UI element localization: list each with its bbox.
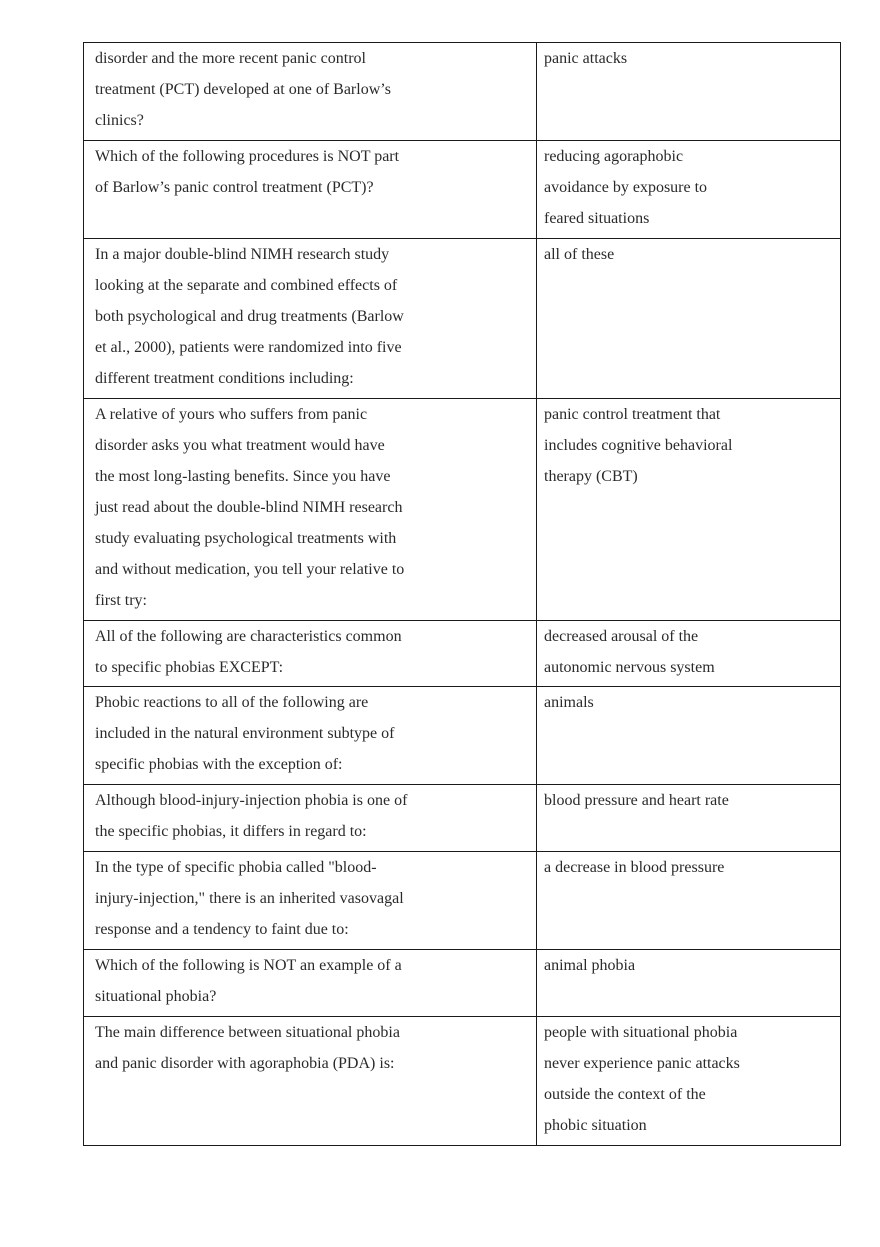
- question-text-line: and without medication, you tell your relative to: [95, 561, 405, 578]
- table-row: [84, 687, 841, 785]
- table-row: [84, 141, 841, 239]
- answer-cell: [537, 785, 841, 852]
- question-text-line: All of the following are characteristics common: [95, 628, 402, 645]
- question-answer-table-body: [84, 43, 841, 1146]
- table-row: [84, 852, 841, 950]
- answer-text-line: reducing agoraphobic: [544, 148, 684, 165]
- answer-cell: [537, 621, 841, 687]
- question-text-line: the specific phobias, it differs in regard to:: [95, 823, 367, 840]
- answer-cell: [537, 239, 841, 399]
- answer-cell: [537, 1017, 841, 1146]
- question-text-line: and panic disorder with agoraphobia (PDA) is:: [95, 1055, 395, 1072]
- question-text-line: of Barlow’s panic control treatment (PCT)?: [95, 179, 374, 196]
- question-text-line: study evaluating psychological treatments with: [95, 530, 397, 547]
- question-text-line: In a major double-blind NIMH research study: [95, 246, 390, 263]
- answer-cell: [537, 852, 841, 950]
- question-text-line: disorder asks you what treatment would have: [95, 437, 385, 454]
- answer-text-line: feared situations: [544, 210, 650, 227]
- answer-text-line: outside the context of the: [544, 1086, 706, 1103]
- question-text-line: Which of the following procedures is NOT part: [95, 148, 400, 165]
- question-text-line: The main difference between situational phobia: [95, 1024, 400, 1041]
- question-text-line: disorder and the more recent panic control: [95, 50, 366, 67]
- question-text-line: injury-injection," there is an inherited vasovagal: [95, 890, 404, 907]
- question-cell: [84, 399, 537, 621]
- question-answer-table: [83, 42, 841, 1146]
- question-cell: [84, 1017, 537, 1146]
- question-cell: [84, 687, 537, 785]
- answer-text-line: never experience panic attacks: [544, 1055, 740, 1072]
- table-row: [84, 785, 841, 852]
- question-text-line: response and a tendency to faint due to:: [95, 921, 349, 938]
- answer-text-line: phobic situation: [544, 1117, 647, 1134]
- question-text-line: In the type of specific phobia called "blood-: [95, 859, 377, 876]
- answer-text-line: therapy (CBT): [544, 468, 638, 485]
- answer-text-line: all of these: [544, 246, 615, 263]
- answer-text-line: autonomic nervous system: [544, 659, 715, 676]
- question-text-line: treatment (PCT) developed at one of Barlow’s: [95, 81, 391, 98]
- table-row: [84, 239, 841, 399]
- answer-cell: [537, 43, 841, 141]
- question-text-line: both psychological and drug treatments (Barlow: [95, 308, 404, 325]
- table-row: [84, 950, 841, 1017]
- answer-text-line: a decrease in blood pressure: [544, 859, 725, 876]
- table-row: [84, 621, 841, 687]
- answer-text-line: decreased arousal of the: [544, 628, 699, 645]
- question-text-line: different treatment conditions including:: [95, 370, 354, 387]
- question-cell: [84, 621, 537, 687]
- question-text-line: the most long-lasting benefits. Since you have: [95, 468, 391, 485]
- question-cell: [84, 785, 537, 852]
- question-text-line: clinics?: [95, 112, 144, 129]
- question-cell: [84, 950, 537, 1017]
- question-cell: [84, 43, 537, 141]
- question-text-line: Which of the following is NOT an example of a: [95, 957, 402, 974]
- question-text-line: just read about the double-blind NIMH research: [95, 499, 403, 516]
- answer-cell: [537, 141, 841, 239]
- answer-text-line: panic attacks: [544, 50, 628, 67]
- answer-text-line: people with situational phobia: [544, 1024, 738, 1041]
- question-text-line: first try:: [95, 592, 147, 609]
- question-text-line: Phobic reactions to all of the following are: [95, 694, 369, 711]
- table-row: [84, 399, 841, 621]
- question-text-line: specific phobias with the exception of:: [95, 756, 343, 773]
- table-row: [84, 43, 841, 141]
- answer-cell: [537, 950, 841, 1017]
- answer-cell: [537, 687, 841, 785]
- question-text-line: A relative of yours who suffers from panic: [95, 406, 368, 423]
- question-text-line: included in the natural environment subtype of: [95, 725, 395, 742]
- question-text-line: et al., 2000), patients were randomized into five: [95, 339, 402, 356]
- answer-cell: [537, 399, 841, 621]
- question-text-line: situational phobia?: [95, 988, 217, 1005]
- question-text-line: looking at the separate and combined effects of: [95, 277, 398, 294]
- answer-text-line: avoidance by exposure to: [544, 179, 708, 196]
- question-cell: [84, 852, 537, 950]
- answer-text-line: animal phobia: [544, 957, 636, 974]
- answer-text-line: animals: [544, 694, 594, 711]
- question-cell: [84, 141, 537, 239]
- table-row: [84, 1017, 841, 1146]
- answer-text-line: blood pressure and heart rate: [544, 792, 729, 809]
- question-text-line: to specific phobias EXCEPT:: [95, 659, 284, 676]
- question-cell: [84, 239, 537, 399]
- answer-text-line: includes cognitive behavioral: [544, 437, 733, 454]
- answer-text-line: panic control treatment that: [544, 406, 721, 423]
- question-text-line: Although blood-injury-injection phobia is one of: [95, 792, 408, 809]
